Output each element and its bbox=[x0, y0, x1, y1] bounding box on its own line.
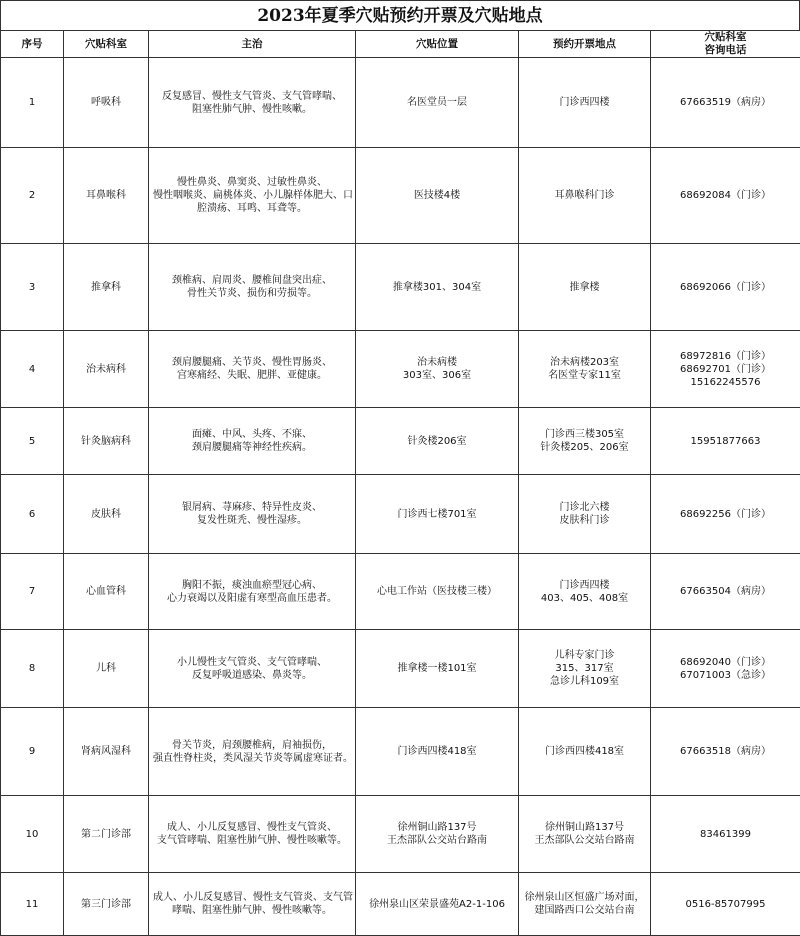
table-row bbox=[1, 554, 800, 630]
cell-location bbox=[356, 475, 519, 554]
cell-location bbox=[356, 331, 519, 408]
cell-treats-line: 成人、小儿反复感冒、慢性支气管炎、 bbox=[153, 821, 351, 834]
cell-index: 7 bbox=[1, 554, 64, 630]
cell-treats-line: 慢性鼻炎、鼻窦炎、过敏性鼻炎、 bbox=[153, 176, 351, 189]
cell-location bbox=[356, 554, 519, 630]
cell-booking-line: 皮肤科门诊 bbox=[523, 514, 646, 527]
cell-phone-line: 68692084（门诊） bbox=[655, 189, 796, 202]
cell-booking bbox=[519, 796, 651, 873]
cell-location-line: 门诊西七楼701室 bbox=[360, 508, 514, 521]
table-row bbox=[1, 58, 800, 148]
cell-phone bbox=[651, 554, 800, 630]
cell-index: 2 bbox=[1, 148, 64, 244]
cell-treats-line: 骨性关节炎、损伤和劳损等。 bbox=[153, 287, 351, 300]
cell-department: 耳鼻喉科 bbox=[64, 148, 149, 244]
cell-booking bbox=[519, 58, 651, 148]
cell-phone-line: 67663504（病房） bbox=[655, 585, 796, 598]
cell-index: 10 bbox=[1, 796, 64, 873]
header-booking: 预约开票地点 bbox=[519, 31, 651, 58]
header-department: 穴贴科室 bbox=[64, 31, 149, 58]
cell-location-line: 门诊西四楼418室 bbox=[360, 745, 514, 758]
table-row bbox=[1, 475, 800, 554]
cell-index: 5 bbox=[1, 408, 64, 475]
cell-booking-line: 门诊西四楼 bbox=[523, 579, 646, 592]
cell-phone-line: 67071003（急诊） bbox=[655, 669, 796, 682]
cell-booking bbox=[519, 148, 651, 244]
cell-location-line: 徐州铜山路137号 bbox=[360, 821, 514, 834]
table-row bbox=[1, 796, 800, 873]
table-row bbox=[1, 244, 800, 331]
cell-treats bbox=[149, 148, 356, 244]
cell-booking-line: 门诊北六楼 bbox=[523, 501, 646, 514]
cell-treats-line: 腔溃疡、耳鸣、耳聋等。 bbox=[153, 202, 351, 215]
cell-booking-line: 儿科专家门诊 bbox=[523, 649, 646, 662]
cell-treats bbox=[149, 408, 356, 475]
cell-index: 3 bbox=[1, 244, 64, 331]
cell-location-line: 治未病楼 bbox=[360, 356, 514, 369]
cell-booking-line: 315、317室 bbox=[523, 662, 646, 675]
cell-booking-line: 名医堂专家11室 bbox=[523, 369, 646, 382]
cell-phone bbox=[651, 58, 800, 148]
table-row bbox=[1, 630, 800, 708]
cell-department: 儿科 bbox=[64, 630, 149, 708]
cell-phone-line: 68692701（门诊） bbox=[655, 363, 796, 376]
cell-booking-line: 徐州铜山路137号 bbox=[523, 821, 646, 834]
cell-location-line: 心电工作站（医技楼三楼） bbox=[360, 585, 514, 598]
cell-phone-line: 67663518（病房） bbox=[655, 745, 796, 758]
cell-location bbox=[356, 244, 519, 331]
header-phone-line: 咨询电话 bbox=[655, 44, 796, 57]
cell-treats-line: 支气管哮喘、阻塞性肺气肿、慢性咳嗽等。 bbox=[153, 834, 351, 847]
table-row bbox=[1, 873, 800, 936]
cell-phone-line: 0516-85707995 bbox=[655, 898, 796, 911]
cell-treats bbox=[149, 554, 356, 630]
header-phone bbox=[651, 31, 800, 58]
cell-location-line: 王杰部队公交站台路南 bbox=[360, 834, 514, 847]
cell-treats-line: 哮喘、阻塞性肺气肿、慢性咳嗽等。 bbox=[153, 904, 351, 917]
cell-location-line: 推拿楼301、304室 bbox=[360, 281, 514, 294]
cell-treats-line: 骨关节炎，肩颈腰椎病，肩袖损伤， bbox=[153, 739, 351, 752]
cell-location-line: 303室、306室 bbox=[360, 369, 514, 382]
cell-booking-line: 急诊儿科109室 bbox=[523, 675, 646, 688]
cell-location bbox=[356, 58, 519, 148]
cell-treats bbox=[149, 331, 356, 408]
cell-treats-line: 复发性斑秃、慢性湿疹。 bbox=[153, 514, 351, 527]
cell-location-line: 名医堂员一层 bbox=[360, 96, 514, 109]
cell-treats-line: 慢性咽喉炎、扁桃体炎、小儿腺样体肥大、口 bbox=[153, 189, 351, 202]
cell-location-line: 推拿楼一楼101室 bbox=[360, 662, 514, 675]
cell-phone-line: 68692066（门诊） bbox=[655, 281, 796, 294]
header-treats: 主治 bbox=[149, 31, 356, 58]
cell-phone-line: 15162245576 bbox=[655, 376, 796, 389]
cell-location bbox=[356, 408, 519, 475]
cell-booking-line: 门诊西四楼418室 bbox=[523, 745, 646, 758]
cell-treats-line: 胸阳不振，痰浊血瘀型冠心病、 bbox=[153, 579, 351, 592]
cell-booking bbox=[519, 554, 651, 630]
cell-location bbox=[356, 796, 519, 873]
cell-department: 推拿科 bbox=[64, 244, 149, 331]
cell-booking-line: 建国路西口公交站台南 bbox=[523, 904, 646, 917]
cell-booking-line: 王杰部队公交站台路南 bbox=[523, 834, 646, 847]
schedule-table bbox=[0, 30, 800, 936]
cell-booking-line: 针灸楼205、206室 bbox=[523, 441, 646, 454]
table-row bbox=[1, 708, 800, 796]
cell-booking-line: 403、405、408室 bbox=[523, 592, 646, 605]
cell-phone bbox=[651, 796, 800, 873]
cell-treats bbox=[149, 873, 356, 936]
cell-phone bbox=[651, 408, 800, 475]
cell-treats-line: 成人、小儿反复感冒、慢性支气管炎、支气管 bbox=[153, 891, 351, 904]
cell-location-line: 医技楼4楼 bbox=[360, 189, 514, 202]
cell-treats-line: 反复呼吸道感染、鼻炎等。 bbox=[153, 669, 351, 682]
cell-treats-line: 强直性脊柱炎，类风湿关节炎等属虚寒证者。 bbox=[153, 752, 351, 765]
cell-treats-line: 反复感冒、慢性支气管炎、支气管哮喘、 bbox=[153, 90, 351, 103]
cell-phone bbox=[651, 630, 800, 708]
cell-phone-line: 68692040（门诊） bbox=[655, 656, 796, 669]
page-title: 2023年夏季穴贴预约开票及穴贴地点 bbox=[0, 0, 800, 30]
cell-phone bbox=[651, 331, 800, 408]
cell-department: 皮肤科 bbox=[64, 475, 149, 554]
cell-booking bbox=[519, 630, 651, 708]
cell-phone-line: 68972816（门诊） bbox=[655, 350, 796, 363]
cell-location bbox=[356, 630, 519, 708]
cell-phone bbox=[651, 873, 800, 936]
cell-booking-line: 推拿楼 bbox=[523, 281, 646, 294]
cell-treats-line: 颈肩腰腿痛、关节炎、慢性胃肠炎、 bbox=[153, 356, 351, 369]
cell-phone-line: 83461399 bbox=[655, 828, 796, 841]
cell-booking bbox=[519, 244, 651, 331]
cell-phone bbox=[651, 475, 800, 554]
table-row bbox=[1, 408, 800, 475]
cell-booking bbox=[519, 331, 651, 408]
cell-treats bbox=[149, 708, 356, 796]
header-phone-line: 穴贴科室 bbox=[655, 31, 796, 44]
cell-department: 第二门诊部 bbox=[64, 796, 149, 873]
cell-booking-line: 门诊西四楼 bbox=[523, 96, 646, 109]
cell-phone-line: 15951877663 bbox=[655, 435, 796, 448]
cell-booking bbox=[519, 408, 651, 475]
cell-department: 针灸脑病科 bbox=[64, 408, 149, 475]
cell-department: 第三门诊部 bbox=[64, 873, 149, 936]
cell-treats bbox=[149, 630, 356, 708]
cell-department: 治未病科 bbox=[64, 331, 149, 408]
table-row bbox=[1, 331, 800, 408]
cell-booking-line: 门诊西三楼305室 bbox=[523, 428, 646, 441]
cell-treats bbox=[149, 475, 356, 554]
cell-booking bbox=[519, 873, 651, 936]
cell-treats-line: 宫寒痛经、失眠、肥胖、亚健康。 bbox=[153, 369, 351, 382]
cell-treats-line: 面瘫、中风、头疼、不寐、 bbox=[153, 428, 351, 441]
cell-index: 8 bbox=[1, 630, 64, 708]
cell-location bbox=[356, 873, 519, 936]
cell-phone-line: 68692256（门诊） bbox=[655, 508, 796, 521]
cell-treats-line: 银屑病、荨麻疹、特异性皮炎、 bbox=[153, 501, 351, 514]
cell-department: 肾病风湿科 bbox=[64, 708, 149, 796]
cell-phone bbox=[651, 708, 800, 796]
table-header-row bbox=[1, 31, 800, 58]
cell-department: 心血管科 bbox=[64, 554, 149, 630]
cell-index: 4 bbox=[1, 331, 64, 408]
cell-location-line: 针灸楼206室 bbox=[360, 435, 514, 448]
cell-location bbox=[356, 708, 519, 796]
header-location: 穴贴位置 bbox=[356, 31, 519, 58]
cell-treats-line: 心力衰竭以及阳虚有寒型高血压患者。 bbox=[153, 592, 351, 605]
cell-index: 9 bbox=[1, 708, 64, 796]
cell-index: 6 bbox=[1, 475, 64, 554]
cell-location-line: 徐州泉山区荣景盛苑A2-1-106 bbox=[360, 898, 514, 911]
cell-index: 11 bbox=[1, 873, 64, 936]
cell-booking bbox=[519, 708, 651, 796]
cell-treats-line: 小儿慢性支气管炎、支气管哮喘、 bbox=[153, 656, 351, 669]
cell-treats-line: 颈肩腰腿痛等神经性疾病。 bbox=[153, 441, 351, 454]
cell-phone bbox=[651, 244, 800, 331]
cell-phone-line: 67663519（病房） bbox=[655, 96, 796, 109]
header-index: 序号 bbox=[1, 31, 64, 58]
cell-treats-line: 颈椎病、肩周炎、腰椎间盘突出症、 bbox=[153, 274, 351, 287]
cell-treats bbox=[149, 796, 356, 873]
cell-booking bbox=[519, 475, 651, 554]
cell-department: 呼吸科 bbox=[64, 58, 149, 148]
cell-booking-line: 耳鼻喉科门诊 bbox=[523, 189, 646, 202]
cell-location bbox=[356, 148, 519, 244]
cell-treats-line: 阻塞性肺气肿、慢性咳嗽。 bbox=[153, 103, 351, 116]
cell-index: 1 bbox=[1, 58, 64, 148]
cell-treats bbox=[149, 244, 356, 331]
cell-phone bbox=[651, 148, 800, 244]
cell-treats bbox=[149, 58, 356, 148]
table-row bbox=[1, 148, 800, 244]
cell-booking-line: 徐州泉山区恒盛广场对面， bbox=[523, 891, 646, 904]
cell-booking-line: 治未病楼203室 bbox=[523, 356, 646, 369]
